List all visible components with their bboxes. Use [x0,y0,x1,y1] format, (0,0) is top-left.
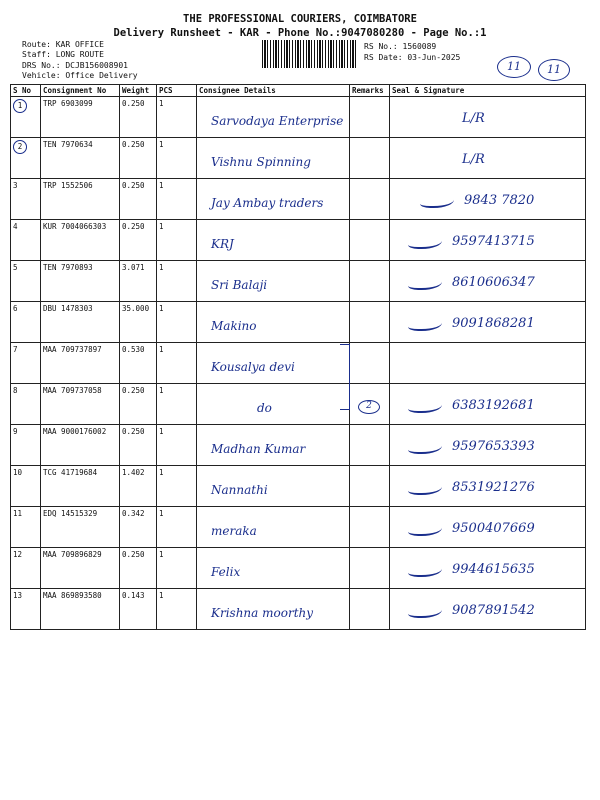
row-seal: 8610606347 [452,275,535,290]
table-row [11,220,586,261]
row-remarks [350,548,390,589]
row-consignee: Nannathi [211,483,268,497]
row-sno: 10 [11,466,41,507]
row-weight: 0.250 [120,384,157,425]
row-remarks [350,343,390,384]
row-pcs: 1 [157,548,197,589]
row-consignee: Felix [211,565,241,579]
handwritten-bracket [340,344,350,410]
row-seal-cell [390,179,586,220]
col-consignee-details: Consignee Details [197,85,350,97]
row-seal: 9944615635 [452,562,535,577]
runsheet-table [10,84,586,630]
table-row [11,261,586,302]
row-consignee: meraka [211,524,257,538]
row-pcs: 1 [157,589,197,630]
row-pcs: 1 [157,425,197,466]
row-remarks [350,261,390,302]
row-consignee: Krishna moorthy [211,606,314,620]
row-seal: 6383192681 [452,398,535,413]
row-pcs: 1 [157,138,197,179]
rs-number: RS No.: 1560089 [364,42,437,51]
row-pcs: 1 [157,507,197,548]
vehicle-label: Vehicle: Office Delivery [22,71,138,80]
drs-label: DRS No.: DCJB156008901 [22,61,128,70]
signature-scribble [408,317,442,331]
row-consignment-no: MAA 709737897 [41,343,120,384]
row-consignee: Jay Ambay traders [211,196,324,210]
row-seal: 8531921276 [452,480,535,495]
row-consignment-no: TCG 41719684 [41,466,120,507]
table-row [11,507,586,548]
table-row [11,425,586,466]
table-row [11,466,586,507]
row-consignment-no: MAA 709737058 [41,384,120,425]
row-consignee-cell [197,384,350,425]
row-consignment-no: EDQ 14515329 [41,507,120,548]
row-consignee-cell [197,466,350,507]
row-seal-cell [390,302,586,343]
col-consignment-no: Consignment No [41,85,120,97]
row-seal-cell [390,343,586,384]
row-seal-cell [390,589,586,630]
signature-scribble [408,522,442,536]
col-remarks: Remarks [350,85,390,97]
row-sno: 5 [11,261,41,302]
row-consignee: Sri Balaji [211,278,268,292]
sno-circle: 2 [13,140,27,154]
row-weight: 0.250 [120,179,157,220]
row-remarks [350,302,390,343]
row-pcs: 1 [157,384,197,425]
row-consignment-no: TRP 1552506 [41,179,120,220]
row-weight: 35.000 [120,302,157,343]
row-remarks [350,179,390,220]
row-seal: L/R [462,111,485,126]
row-consignment-no: TEN 7970893 [41,261,120,302]
signature-scribble [408,604,442,618]
row-pcs: 1 [157,343,197,384]
row-weight: 0.143 [120,589,157,630]
row-remarks [350,425,390,466]
row-seal-cell [390,138,586,179]
row-weight: 1.402 [120,466,157,507]
row-sno: 13 [11,589,41,630]
row-seal-cell [390,548,586,589]
row-sno: 9 [11,425,41,466]
row-seal: L/R [462,152,485,167]
row-pcs: 1 [157,261,197,302]
row-consignee-cell [197,261,350,302]
row-weight: 0.530 [120,343,157,384]
row-seal: 9843 7820 [464,193,535,208]
col-pcs: PCS [157,85,197,97]
row-consignment-no: KUR 7004066303 [41,220,120,261]
table-row [11,384,586,425]
row-consignee-cell [197,220,350,261]
row-sno: 3 [11,179,41,220]
row-consignee: do [257,401,272,415]
row-pcs: 1 [157,220,197,261]
row-seal-cell [390,507,586,548]
row-consignment-no: DBU 1478303 [41,302,120,343]
table-row [11,548,586,589]
row-weight: 0.250 [120,220,157,261]
row-consignee: KRJ [211,237,234,251]
row-remarks [350,466,390,507]
row-pcs: 1 [157,302,197,343]
row-weight: 0.250 [120,138,157,179]
table-row [11,302,586,343]
row-consignment-no: TEN 7970634 [41,138,120,179]
signature-scribble [420,194,454,208]
row-seal: 9597413715 [452,234,535,249]
signature-scribble [408,481,442,495]
handwritten-mark-1: 11 [497,56,531,78]
row-sno: 7 [11,343,41,384]
row-consignment-no: MAA 869893580 [41,589,120,630]
row-remarks [350,384,390,425]
row-sno: 8 [11,384,41,425]
row-remarks [350,138,390,179]
row-seal: 9597653393 [452,439,535,454]
row-sno: 11 [11,507,41,548]
row-pcs: 1 [157,97,197,138]
row-seal-cell [390,261,586,302]
signature-scribble [408,440,442,454]
remark-circle: 2 [358,400,380,414]
sno-circle: 1 [13,99,27,113]
row-consignee-cell [197,589,350,630]
row-sno: 4 [11,220,41,261]
row-seal: 9091868281 [452,316,535,331]
row-seal-cell [390,97,586,138]
barcode [262,40,358,68]
signature-scribble [408,235,442,249]
row-weight: 0.250 [120,548,157,589]
row-consignee-cell [197,179,350,220]
company-title: THE PROFESSIONAL COURIERS, COIMBATORE [183,13,417,25]
row-consignee-cell [197,548,350,589]
runsheet-subtitle: Delivery Runsheet - KAR - Phone No.:9047080280 - Page No.:1 [113,27,487,39]
rs-date: RS Date: 03-Jun-2025 [364,53,461,62]
row-seal-cell [390,466,586,507]
row-consignee-cell [197,302,350,343]
row-sno [11,97,41,138]
row-remarks [350,507,390,548]
table-header-row [11,85,586,97]
row-sno [11,138,41,179]
row-consignee-cell [197,425,350,466]
row-consignee: Madhan Kumar [211,442,306,456]
row-consignee: Makino [211,319,257,333]
row-weight: 0.342 [120,507,157,548]
row-consignee: Kousalya devi [211,360,295,374]
row-seal: 9500407669 [452,521,535,536]
table-row [11,343,586,384]
table-row [11,97,586,138]
row-seal-cell [390,384,586,425]
row-consignee: Vishnu Spinning [211,155,311,169]
row-weight: 0.250 [120,425,157,466]
handwritten-mark-2: 11 [538,59,570,81]
col-weight: Weight [120,85,157,97]
row-sno: 12 [11,548,41,589]
signature-scribble [408,563,442,577]
table-row [11,589,586,630]
row-consignment-no: MAA 709896829 [41,548,120,589]
row-seal-cell [390,220,586,261]
row-consignee-cell [197,507,350,548]
col-sno: S No [11,85,41,97]
row-weight: 3.071 [120,261,157,302]
row-remarks [350,220,390,261]
row-remarks [350,589,390,630]
row-weight: 0.250 [120,97,157,138]
row-consignee: Sarvodaya Enterprise [211,114,344,128]
row-consignment-no: TRP 6903099 [41,97,120,138]
row-pcs: 1 [157,179,197,220]
staff-label: Staff: LONG ROUTE [22,50,104,59]
row-seal: 9087891542 [452,603,535,618]
table-row [11,138,586,179]
row-consignment-no: MAA 9000176002 [41,425,120,466]
row-consignee-cell [197,138,350,179]
row-seal-cell [390,425,586,466]
signature-scribble [408,399,442,413]
col-seal-signature: Seal & Signature [390,85,586,97]
row-pcs: 1 [157,466,197,507]
row-sno: 6 [11,302,41,343]
table-row [11,179,586,220]
route-label: Route: KAR OFFICE [22,40,104,49]
row-remarks [350,97,390,138]
signature-scribble [408,276,442,290]
row-consignee-cell [197,343,350,384]
row-consignee-cell [197,97,350,138]
